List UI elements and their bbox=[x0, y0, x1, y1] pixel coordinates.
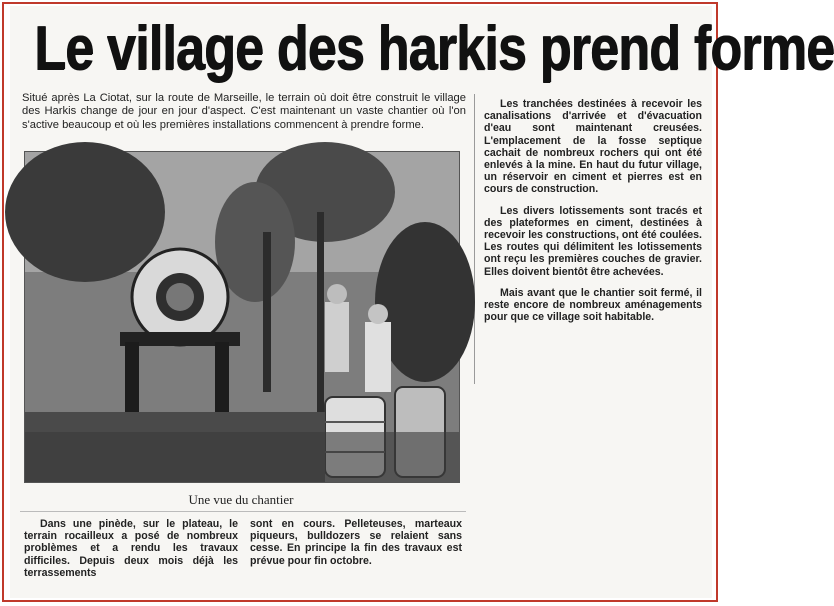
right-column bbox=[484, 98, 702, 332]
lead-paragraph: Situé après La Ciotat, sur la route de Marseille, le terrain où doit être construit le village des Harkis change de jour en jour d'aspect. C'est maintenant un vaste chantier où l'on s'active beaucoup et où les premières installations commencent à prendre forme. bbox=[22, 92, 466, 131]
right-paragraph-1: Les tranchées destinées à recevoir les canalisations d'arrivée et d'évacuation d'eau sont maintenant creusées. L'emplacement de la fosse septique cachait de nombreux rochers qui ont été enlevés à la mine. En haut du futur village, un réservoir en ciment et pierres est en cours de construction. bbox=[484, 98, 702, 196]
column-divider bbox=[474, 94, 475, 384]
right-paragraph-2: Les divers lotissements sont tracés et des plateformes en ciment, destinées à recevoir les constructions, ont été coulées. Les routes qui délimitent les lotissements ont reçu les premières couches de gravier. Elles doivent bientôt être achevées. bbox=[484, 204, 702, 278]
right-paragraph-3: Mais avant que le chantier soit fermé, il reste encore de nombreux aménagements pour que ce village soit habitable. bbox=[484, 286, 702, 324]
bottom-column-1: Dans une pinède, sur le plateau, le terrain rocailleux a posé de nombreux problèmes et a rendu les travaux difficiles. Depuis deux mois déjà les terrassements bbox=[24, 518, 238, 579]
photo-caption: Une vue du chantier bbox=[188, 492, 294, 507]
photo-drawing bbox=[25, 152, 459, 482]
caption-divider bbox=[20, 511, 466, 512]
construction-site-photo bbox=[24, 151, 460, 483]
bottom-column-2: sont en cours. Pelleteuses, marteaux piqueurs, bulldozers se relaient sans cesse. En principe la fin des travaux est prévue pour fin octobre. bbox=[250, 518, 462, 567]
headline: Le village des harkis prend forme bbox=[34, 14, 834, 83]
